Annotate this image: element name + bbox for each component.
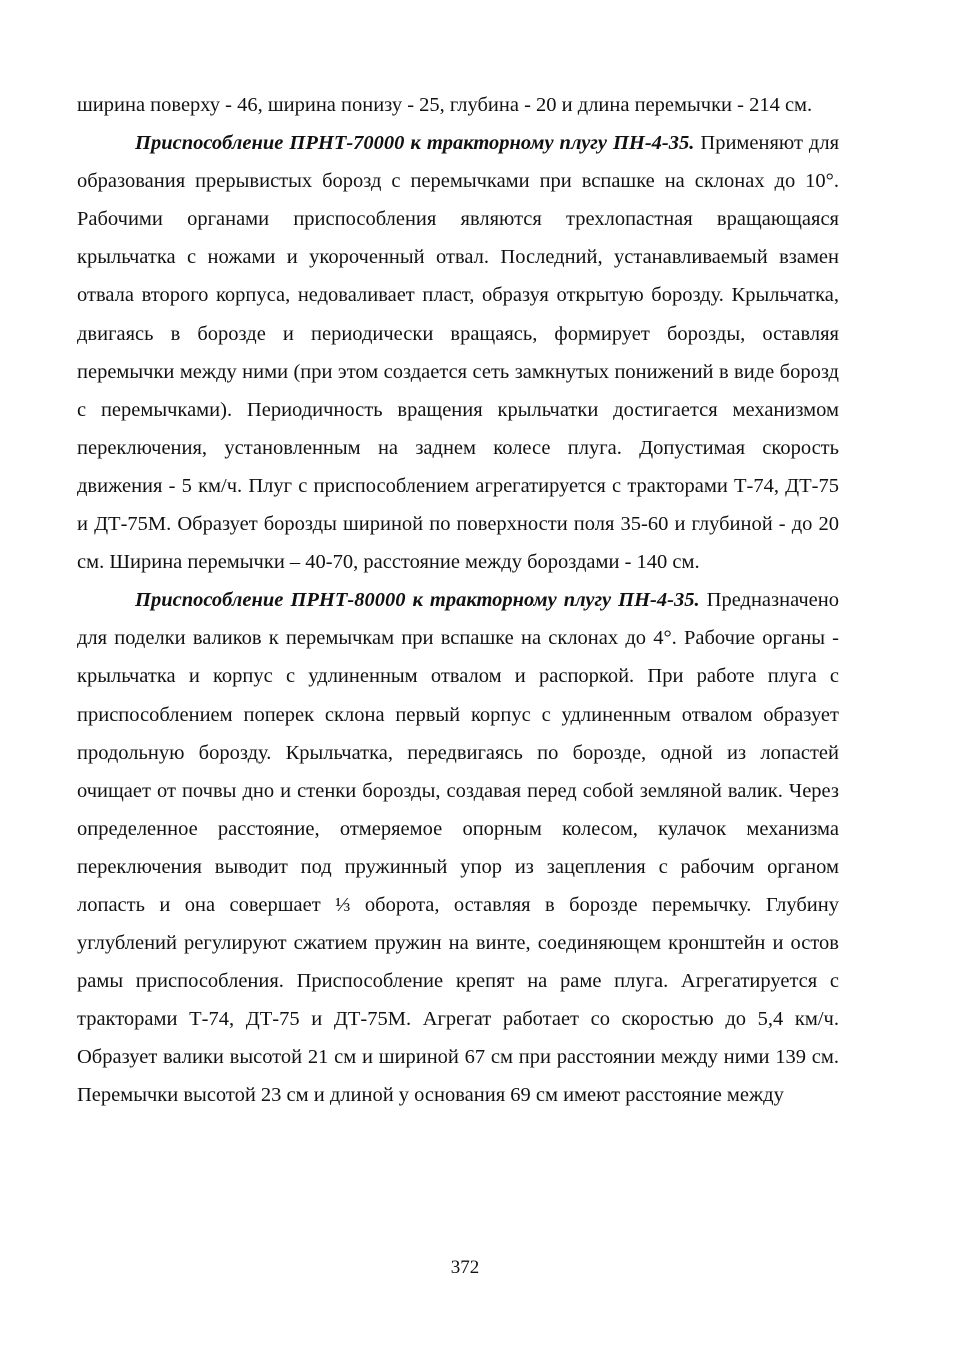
paragraph-body: Применяют для образования прерывистых борозд с перемычками при вспашке на склонах до 10°. Рабочими органами приспособления являются трехлопастная вращающаяся крыльчатка с ножами и укороченный отвал. Последний, устанавливаемый взамен отвала второго корпуса, недоваливает пласт, образуя открытую борозду. Крыльчатка, двигаясь в борозде и периодически вращаясь, формирует борозды, оставляя перемычки между ними (при этом создается сеть замкнутых понижений в виде борозд с перемычками). Периодичность вращения крыльчатки достигается механизмом переключения, установленным на заднем колесе плуга. Допустимая скорость движения - 5 км/ч. Плуг с приспособлением агрегатируется с тракторами Т-74, ДТ-75 и ДТ-75М. Образует борозды шириной по поверхности поля 35-60 и глубиной - до 20 см. Ширина перемычки – 40-70, расстояние между бороздами - 140 см. xyxy=(77,132,839,574)
paragraph-heading: Приспособление ПРНТ-80000 к тракторному плугу ПН-4-35. xyxy=(135,589,700,612)
page-number: 372 xyxy=(450,1257,480,1278)
paragraph-prnt-80000 xyxy=(77,581,839,1114)
paragraph-heading: Приспособление ПРНТ-70000 к тракторному плугу ПН-4-35. xyxy=(135,132,695,155)
paragraph-body: Предназначено для поделки валиков к перемычкам при вспашке на склонах до 4°. Рабочие органы - крыльчатка и корпус с удлиненным отвалом и распоркой. При работе плуга с приспособлением поперек склона первый корпус с удлиненным отвалом образует продольную борозду. Крыльчатка, передвигаясь по борозде, одной из лопастей очищает от почвы дно и стенки борозды, создавая перед собой земляной валик. Через определенное расстояние, отмеряемое опорным колесом, кулачок механизма переключения выводит под пружинный упор из зацепления с рабочим органом лопасть и она совершает ⅓ оборота, оставляя в борозде перемычку. Глубину углублений регулируют сжатием пружин на винте, соединяющем кронштейн и остов рамы приспособления. Приспособление крепят на раме плуга. Агрегатируется с тракторами Т-74, ДТ-75 и ДТ-75М. Агрегат работает со скоростью до 5,4 км/ч. Образует валики высотой 21 см и шириной 67 см при расстоянии между ними 139 см. Перемычки высотой 23 см и длиной у основания 69 см имеют расстояние между xyxy=(77,589,839,1107)
paragraph-prnt-70000 xyxy=(77,124,839,581)
paragraph-continuation: ширина поверху - 46, ширина понизу - 25, глубина - 20 и длина перемычки - 214 см. xyxy=(77,94,813,116)
body-text xyxy=(77,86,839,1115)
